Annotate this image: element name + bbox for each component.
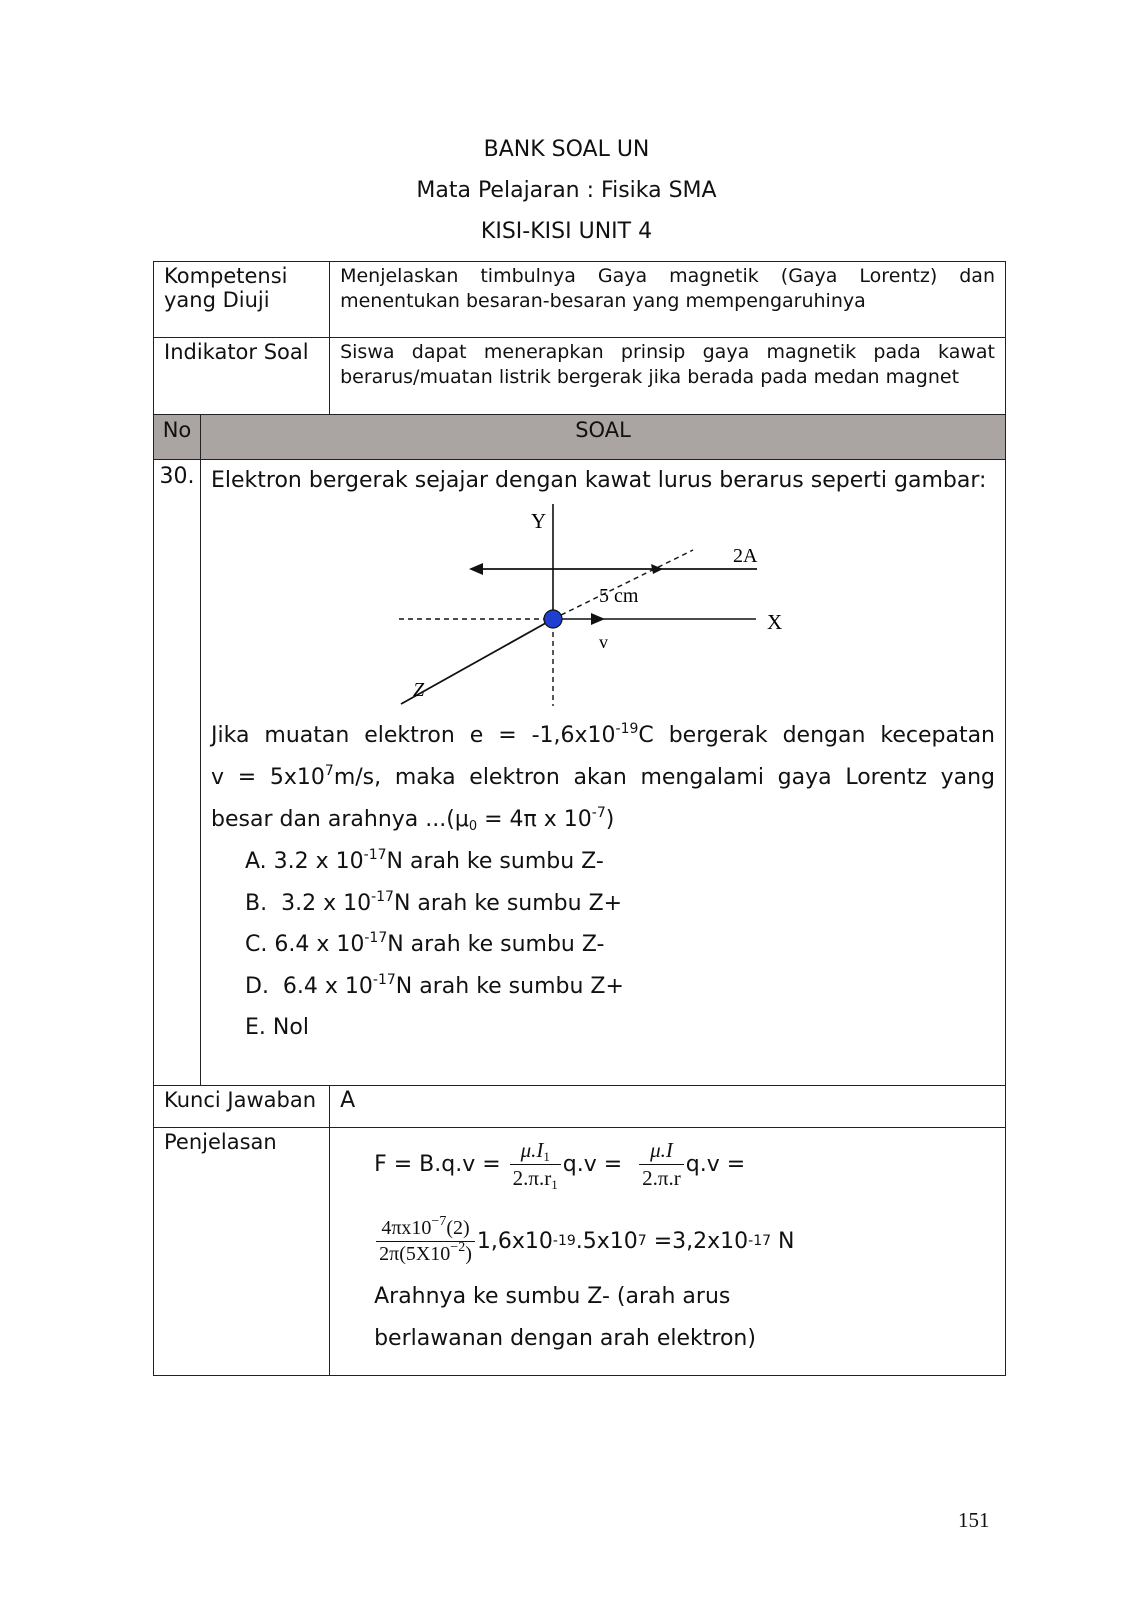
label-y: Y xyxy=(531,509,547,533)
doc-title: BANK SOAL UN xyxy=(483,137,650,162)
indikator-text: Siswa dapat menerapkan prinsip gaya magnetik pada kawat berarus/muatan listrik bergerak jika berada pada medan magnet xyxy=(330,338,1006,415)
electron-dot xyxy=(544,610,562,628)
question-line-2: $v = 5x10^7m/s$, maka elektron akan mengalami gaya Lorentz yang xyxy=(211,763,995,790)
indikator-label: Indikator Soal xyxy=(154,338,330,415)
label-z: Z xyxy=(413,679,425,701)
option-e: E. Nol xyxy=(245,1015,309,1040)
conclusion-line-1: Arahnya ke sumbu Z- (arah arus xyxy=(374,1284,731,1309)
question-number: 30. xyxy=(154,460,201,1086)
question-table xyxy=(153,261,1006,1376)
fraction-1: $\frac{\mu.I_1}{2.\pi.r_1}$ xyxy=(510,1138,561,1191)
doc-unit: KISI-KISI UNIT 4 xyxy=(480,219,653,244)
option-b: B. 3.2 x $10^{-17}N$ arah ke sumbu Z+ xyxy=(245,888,623,916)
formula-line-1: F = B.q.v = $\frac{\mu.I_1}{2.\pi.r_1}$ q.v = $\frac{\mu.I}{2.\pi.r}$ q.v = xyxy=(374,1137,746,1192)
fraction-3: $\frac{4\pi x10^{-7}(2)}{2\pi(5X10^{-2})}$ xyxy=(376,1217,475,1266)
label-velocity: v xyxy=(599,632,608,652)
kompetensi-text: Menjelaskan timbulnya Gaya magnetik (Gaya Lorentz) dan menentukan besaran-besaran yang mempengaruhinya xyxy=(330,262,1006,338)
question-cell xyxy=(201,460,1006,1086)
question-line-3: besar dan arahnya $...(\mu_0 = 4\pi$ x $10^{-7}$) xyxy=(211,805,615,834)
kunci-label: Kunci Jawaban xyxy=(154,1086,330,1128)
option-a: A. 3.2 x $10^{-17}N$ arah ke sumbu Z- xyxy=(245,847,604,874)
penjelasan-cell xyxy=(330,1128,1006,1376)
label-distance: 5 cm xyxy=(599,585,639,607)
question-line-1: Jika muatan elektron $e = -1,6x10^{-19}C$ bergerak dengan kecepatan xyxy=(211,721,996,748)
column-soal-header: SOAL xyxy=(201,415,1006,460)
page-number: 151 xyxy=(958,1508,990,1532)
force-diagram xyxy=(301,496,783,711)
label-current: 2A xyxy=(733,545,758,567)
doc-subject: Mata Pelajaran : Fisika SMA xyxy=(416,178,717,203)
question-intro: Elektron bergerak sejajar dengan kawat lurus berarus seperti gambar: xyxy=(211,468,987,493)
label-x: X xyxy=(767,610,783,634)
column-no-header: No xyxy=(154,415,201,460)
current-arrow-head xyxy=(469,563,483,575)
option-c: C. 6.4 x $10^{-17}N$ arah ke sumbu Z- xyxy=(245,930,605,957)
penjelasan-label: Penjelasan xyxy=(154,1128,330,1376)
fraction-2: $\frac{\mu.I}{2.\pi.r}$ xyxy=(639,1138,684,1191)
kunci-value: A xyxy=(330,1086,1006,1128)
velocity-arrow-head xyxy=(591,613,605,625)
option-d: D. 6.4 x $10^{-17}N$ arah ke sumbu Z+ xyxy=(245,971,624,999)
kompetensi-label: Kompetensi yang Diuji xyxy=(154,262,330,338)
conclusion-line-2: berlawanan dengan arah elektron) xyxy=(374,1326,756,1351)
formula-line-2: $\frac{4\pi x10^{-7}(2)}{2\pi(5X10^{-2})}$ 1,6x10 -19 .5x10 7 =3,2x10 -17 N xyxy=(374,1206,1005,1276)
